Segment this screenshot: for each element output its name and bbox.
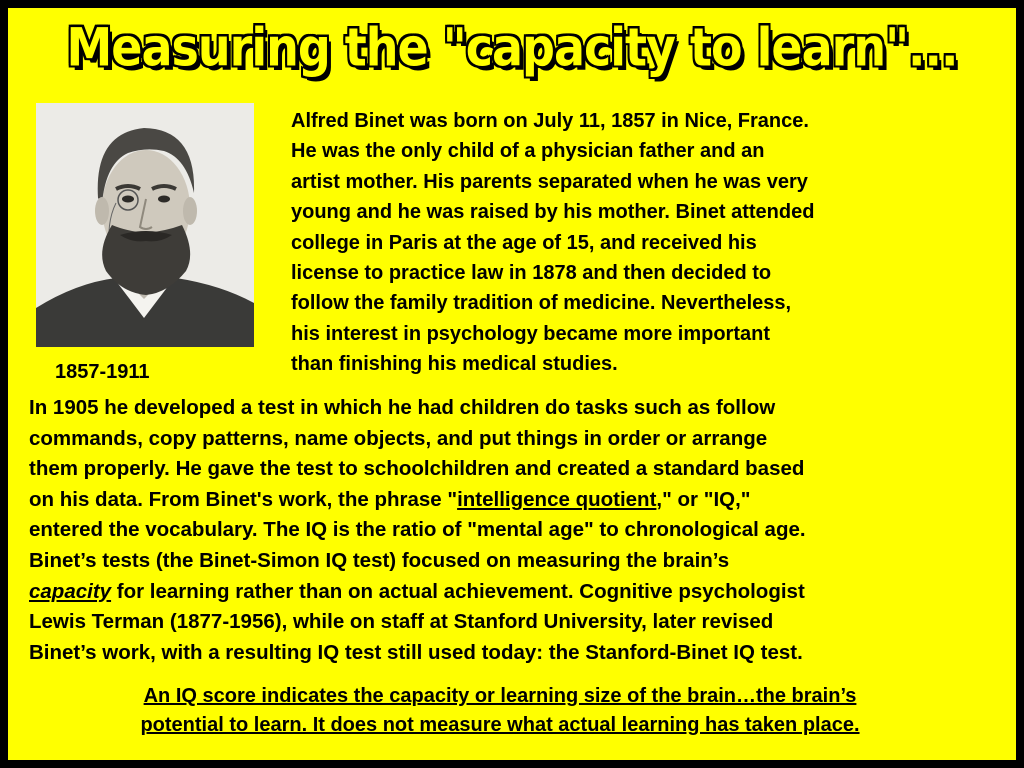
main-line: commands, copy patterns, name objects, and put things in order or arrange xyxy=(29,426,768,450)
summary-line: An IQ score indicates the capacity or learning size of the brain…the brain’s xyxy=(143,685,857,707)
capacity-emphasis: capacity xyxy=(29,579,112,603)
main-line: Binet’s work, with a resulting IQ test still used today: the Stanford-Binet IQ test. xyxy=(29,640,803,664)
bio-line: license to practice law in 1878 and then decided to xyxy=(291,262,772,285)
bio-line: than finishing his medical studies. xyxy=(291,353,618,376)
main-line: entered the vocabulary. The IQ is the ratio of "mental age" to chronological age. xyxy=(29,518,806,542)
main-line xyxy=(29,577,1019,608)
main-text: on his data. From Binet's work, the phrase " xyxy=(29,487,458,511)
bio-line: artist mother. His parents separated when he was very xyxy=(291,170,808,193)
bio-line: college in Paris at the age of 15, and received his xyxy=(291,231,757,254)
intelligence-quotient-link[interactable]: intelligence quotient xyxy=(457,487,657,511)
main-line: Binet’s tests (the Binet-Simon IQ test) focused on measuring the brain’s xyxy=(29,548,730,572)
bio-line: He was the only child of a physician father and an xyxy=(291,140,765,163)
portrait-image xyxy=(36,103,254,347)
summary-line: potential to learn. It does not measure what actual learning has taken place. xyxy=(140,714,860,736)
portrait-caption-years: 1857-1911 xyxy=(55,361,150,383)
slide-title: Measuring the "capacity to learn"... xyxy=(66,15,958,79)
main-text: for learning rather than on actual achievement. Cognitive psychologist xyxy=(111,579,805,603)
iq-history-paragraph xyxy=(29,393,1019,668)
main-line xyxy=(29,485,1019,516)
bio-line: follow the family tradition of medicine. Nevertheless, xyxy=(291,292,792,315)
main-line: In 1905 he developed a test in which he had children do tasks such as follow xyxy=(29,396,776,419)
bio-line: Alfred Binet was born on July 11, 1857 in Nice, France. xyxy=(291,110,809,132)
main-line: them properly. He gave the test to schoolchildren and created a standard based xyxy=(29,457,805,481)
iq-summary-statement xyxy=(20,682,980,740)
bio-line: his interest in psychology became more important xyxy=(291,322,771,345)
main-text: ," or "IQ," xyxy=(656,487,751,511)
portrait-photo xyxy=(36,103,254,347)
main-line: Lewis Terman (1877-1956), while on staff at Stanford University, later revised xyxy=(29,610,774,634)
bio-line: young and he was raised by his mother. Binet attended xyxy=(291,201,815,224)
biography-paragraph xyxy=(291,106,981,380)
